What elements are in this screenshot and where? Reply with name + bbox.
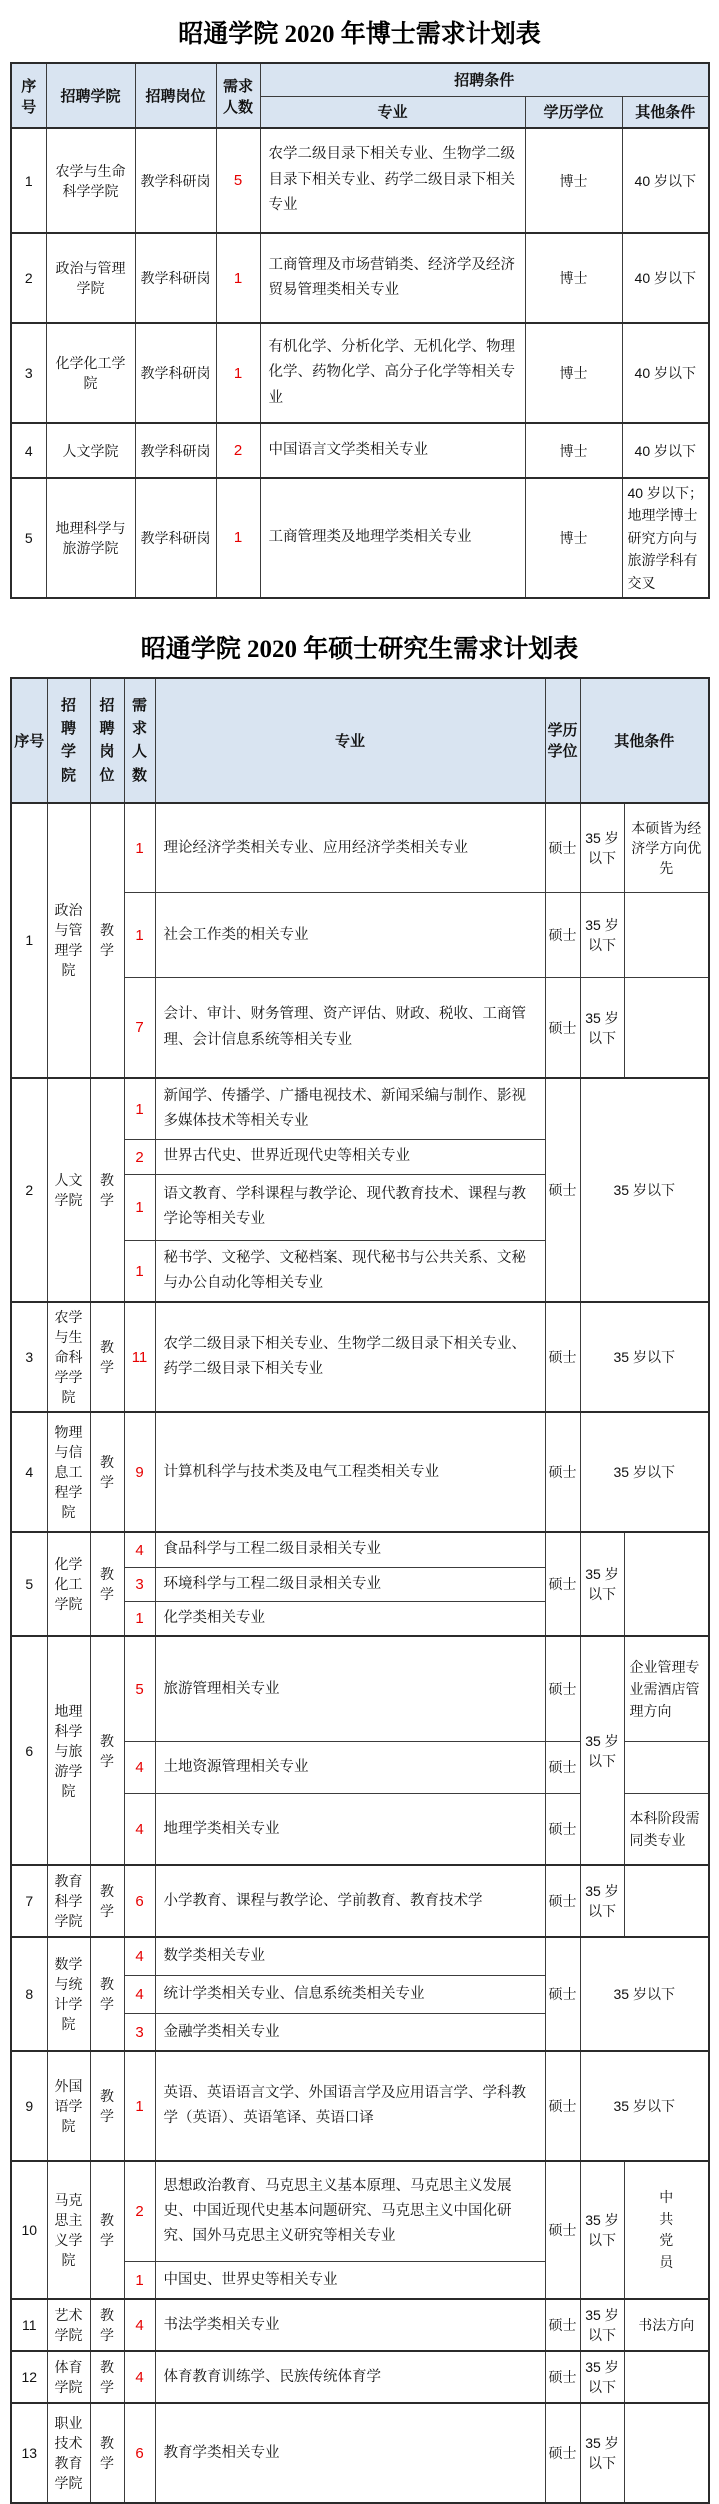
table-row: [11, 478, 709, 598]
col-college: 艺术学院: [47, 2299, 90, 2351]
col-post: 教学: [90, 2051, 124, 2161]
col-demand: 2: [124, 1140, 155, 1174]
header-other: 其他条件: [580, 678, 709, 803]
col-xuhao: 5: [11, 478, 46, 598]
col-degree: 硕士: [545, 1302, 580, 1412]
page-title-master: 昭通学院 2020 年硕士研究生需求计划表: [140, 635, 579, 663]
col-college: 马克思主义学院: [47, 2161, 90, 2299]
doctoral-demand-table: [10, 62, 710, 599]
col-degree: 硕士: [545, 893, 580, 978]
table-row: [11, 803, 709, 893]
col-degree: 博士: [525, 128, 622, 233]
header-post: 招聘岗位: [135, 63, 216, 128]
col-other: 40 岁以下: [622, 128, 709, 233]
col-major: 教育学类相关专业: [155, 2403, 545, 2503]
col-major: 土地资源管理相关专业: [155, 1741, 545, 1793]
col-post: 教学科研岗: [135, 128, 216, 233]
header-post: [90, 678, 124, 803]
col-major: 世界古代史、世界近现代史等相关专业: [155, 1140, 545, 1174]
col-other: 35 岁以下: [580, 1412, 709, 1532]
col-major: 中国史、世界史等相关专业: [155, 2261, 545, 2299]
col-post: 教学科研岗: [135, 478, 216, 598]
col-college: 职业技术教育学院: [47, 2403, 90, 2503]
col-demand: 4: [124, 1532, 155, 1567]
col-demand: 9: [124, 1412, 155, 1532]
col-demand: 1: [216, 233, 260, 323]
col-degree: 硕士: [545, 1078, 580, 1302]
col-xuhao: 12: [11, 2351, 47, 2403]
col-other: 40 岁以下；地理学博士研究方向与旅游学科有交叉: [622, 478, 709, 598]
col-demand: 4: [124, 1741, 155, 1793]
col-major: 统计学类相关专业、信息系统类相关专业: [155, 1975, 545, 2013]
table-row: [11, 323, 709, 423]
header-college: [47, 678, 90, 803]
col-degree: 硕士: [545, 1937, 580, 2051]
table-row: [11, 1412, 709, 1532]
col-degree: 硕士: [545, 978, 580, 1078]
header-conditions: 招聘条件: [260, 63, 709, 96]
table-row: [11, 2351, 709, 2403]
col-demand: 4: [124, 2351, 155, 2403]
col-college: 地理科学与旅游学院: [46, 478, 135, 598]
col-other: 40 岁以下: [622, 323, 709, 423]
col-degree: 硕士: [545, 2403, 580, 2503]
header-major: 专业: [155, 678, 545, 803]
header-demand: [124, 678, 155, 803]
table-row: [11, 128, 709, 233]
col-demand: 4: [124, 2299, 155, 2351]
col-age: 35 岁以下: [580, 978, 624, 1078]
col-demand: 5: [124, 1636, 155, 1741]
col-other: [624, 1865, 709, 1937]
col-college: 体育学院: [47, 2351, 90, 2403]
col-demand: 3: [124, 2013, 155, 2051]
col-college: 外国语学院: [47, 2051, 90, 2161]
col-degree: 硕士: [545, 2351, 580, 2403]
col-age: 35 岁以下: [580, 893, 624, 978]
table-row: [11, 1636, 709, 1741]
header-demand-label: 需求人数: [131, 696, 147, 784]
col-post: 教学: [90, 1078, 124, 1302]
col-college: 农学与生命科学学院: [47, 1302, 90, 1412]
col-post: 教学科研岗: [135, 233, 216, 323]
col-major: 数学类相关专业: [155, 1937, 545, 1975]
col-post: 教学: [90, 2161, 124, 2299]
header-major: 专业: [260, 96, 525, 128]
table-row: [11, 1865, 709, 1937]
col-major: 金融学类相关专业: [155, 2013, 545, 2051]
col-degree: 硕士: [545, 803, 580, 893]
col-other: [624, 1741, 709, 1793]
col-major: 农学二级目录下相关专业、生物学二级目录下相关专业、药学二级目录下相关专业: [155, 1302, 545, 1412]
col-demand: 1: [124, 893, 155, 978]
col-age: 35 岁以下: [580, 1636, 624, 1865]
col-degree: 硕士: [545, 1532, 580, 1636]
col-other: 本科阶段需同类专业: [624, 1793, 709, 1865]
table-row: [11, 2051, 709, 2161]
table-header-row: [11, 678, 709, 803]
col-degree: 博士: [525, 423, 622, 478]
header-demand: 需求人数: [216, 63, 260, 128]
col-post: 教学: [90, 1865, 124, 1937]
col-post: 教学: [90, 1937, 124, 2051]
col-other: [624, 1532, 709, 1636]
col-other: 书法方向: [624, 2299, 709, 2351]
col-xuhao: 7: [11, 1865, 47, 1937]
col-xuhao: 3: [11, 1302, 47, 1412]
table-header-row: [11, 63, 709, 96]
col-demand: 1: [124, 2261, 155, 2299]
col-post: 教学: [90, 2351, 124, 2403]
col-major: 体育教育训练学、民族传统体育学: [155, 2351, 545, 2403]
col-xuhao: 4: [11, 423, 46, 478]
col-major: 有机化学、分析化学、无机化学、物理化学、药物化学、高分子化学等相关专业: [260, 323, 525, 423]
col-xuhao: 1: [11, 128, 46, 233]
party-member-label: 中共党员: [659, 2189, 674, 2271]
col-xuhao: 13: [11, 2403, 47, 2503]
col-major: 工商管理及市场营销类、经济学及经济贸易管理类相关专业: [260, 233, 525, 323]
table-row: [11, 1078, 709, 1140]
col-age: 35 岁以下: [580, 1865, 624, 1937]
col-other: 企业管理专业需酒店管理方向: [624, 1636, 709, 1741]
col-demand: 6: [124, 2403, 155, 2503]
col-major: 语文教育、学科课程与教学论、现代教育技术、课程与教学论等相关专业: [155, 1174, 545, 1240]
col-age: 35 岁以下: [580, 2351, 624, 2403]
col-college: 农学与生命科学学院: [46, 128, 135, 233]
col-demand: 6: [124, 1865, 155, 1937]
header-other: 其他条件: [622, 96, 709, 128]
col-demand: 1: [124, 1602, 155, 1637]
col-demand: 1: [216, 323, 260, 423]
col-other: [624, 978, 709, 1078]
col-xuhao: 3: [11, 323, 46, 423]
col-college: 化学化工学院: [46, 323, 135, 423]
col-post: 教学: [90, 1412, 124, 1532]
col-demand: 2: [124, 2161, 155, 2261]
col-major: 英语、英语语言文学、外国语言学及应用语言学、学科教学（英语）、英语笔译、英语口译: [155, 2051, 545, 2161]
col-demand: 4: [124, 1937, 155, 1975]
col-xuhao: 11: [11, 2299, 47, 2351]
col-age: 35 岁以下: [580, 2161, 624, 2299]
col-demand: 2: [216, 423, 260, 478]
header-college: 招聘学院: [46, 63, 135, 128]
col-post: 教学: [90, 1532, 124, 1636]
header-college-label: 招聘学院: [60, 696, 76, 784]
col-major: 化学类相关专业: [155, 1602, 545, 1637]
col-major: 农学二级目录下相关专业、生物学二级目录下相关专业、药学二级目录下相关专业: [260, 128, 525, 233]
col-major: 小学教育、课程与教学论、学前教育、教育技术学: [155, 1865, 545, 1937]
col-major: 书法学类相关专业: [155, 2299, 545, 2351]
col-post: 教学: [90, 2403, 124, 2503]
col-college: 地理科学与旅游学院: [47, 1636, 90, 1865]
col-degree: 博士: [525, 323, 622, 423]
col-post: 教学科研岗: [135, 423, 216, 478]
col-age: 35 岁以下: [580, 1532, 624, 1636]
col-xuhao: 5: [11, 1532, 47, 1636]
col-xuhao: 2: [11, 233, 46, 323]
table-row: [11, 233, 709, 323]
col-other: 40 岁以下: [622, 233, 709, 323]
col-other: [624, 893, 709, 978]
col-age: 35 岁以下: [580, 2403, 624, 2503]
col-post: 教学: [90, 2299, 124, 2351]
col-major: 旅游管理相关专业: [155, 1636, 545, 1741]
col-other: 35 岁以下: [580, 1302, 709, 1412]
col-demand: 11: [124, 1302, 155, 1412]
table-row: [11, 1937, 709, 1975]
col-xuhao: 4: [11, 1412, 47, 1532]
col-demand: 1: [124, 1240, 155, 1302]
col-degree: 硕士: [545, 1865, 580, 1937]
col-major: 环境科学与工程二级目录相关专业: [155, 1567, 545, 1601]
col-degree: 硕士: [545, 1412, 580, 1532]
col-degree: 硕士: [545, 2051, 580, 2161]
col-other: [624, 2161, 709, 2299]
header-degree: 学历学位: [525, 96, 622, 128]
header-post-label: 招聘岗位: [99, 696, 115, 784]
col-age: 35 岁以下: [580, 803, 624, 893]
col-demand: 4: [124, 1975, 155, 2013]
table-row: [11, 2403, 709, 2503]
col-major: 思想政治教育、马克思主义基本原理、马克思主义发展史、中国近现代史基本问题研究、马克思主义中国化研究、国外马克思主义研究等相关专业: [155, 2161, 545, 2261]
col-demand: 1: [124, 1078, 155, 1140]
col-college: 化学化工学院: [47, 1532, 90, 1636]
col-college: 物理与信息工程学院: [47, 1412, 90, 1532]
col-degree: 硕士: [545, 1741, 580, 1793]
col-major: 计算机科学与技术类及电气工程类相关专业: [155, 1412, 545, 1532]
col-post: 教学: [90, 1636, 124, 1865]
col-post: 教学: [90, 1302, 124, 1412]
col-college: 政治与管理学院: [46, 233, 135, 323]
table-row: [11, 2161, 709, 2261]
col-demand: 1: [124, 2051, 155, 2161]
col-college: 数学与统计学院: [47, 1937, 90, 2051]
col-other: 本硕皆为经济学方向优先: [624, 803, 709, 893]
col-xuhao: 2: [11, 1078, 47, 1302]
header-xuhao: 序号: [11, 63, 46, 128]
col-college: 政治与管理学院: [47, 803, 90, 1078]
col-major: 理论经济学类相关专业、应用经济学类相关专业: [155, 803, 545, 893]
col-college: 人文学院: [47, 1078, 90, 1302]
master-demand-table: [10, 677, 710, 2504]
col-other: 35 岁以下: [580, 2051, 709, 2161]
header-degree: 学历学位: [545, 678, 580, 803]
col-other: 35 岁以下: [580, 1078, 709, 1302]
table-row: [11, 1302, 709, 1412]
col-demand: 4: [124, 1793, 155, 1865]
col-demand: 1: [216, 478, 260, 598]
col-xuhao: 6: [11, 1636, 47, 1865]
col-demand: 1: [124, 803, 155, 893]
table-row: [11, 423, 709, 478]
col-demand: 3: [124, 1567, 155, 1601]
col-college: 人文学院: [46, 423, 135, 478]
col-other: 35 岁以下: [580, 1937, 709, 2051]
col-major: 食品科学与工程二级目录相关专业: [155, 1532, 545, 1567]
col-xuhao: 9: [11, 2051, 47, 2161]
col-demand: 7: [124, 978, 155, 1078]
col-major: 工商管理类及地理学类相关专业: [260, 478, 525, 598]
col-xuhao: 1: [11, 803, 47, 1078]
col-degree: 硕士: [545, 2161, 580, 2299]
col-degree: 博士: [525, 233, 622, 323]
col-major: 社会工作类的相关专业: [155, 893, 545, 978]
col-post: 教学: [90, 803, 124, 1078]
col-xuhao: 10: [11, 2161, 47, 2299]
col-post: 教学科研岗: [135, 323, 216, 423]
col-college: 教育科学学院: [47, 1865, 90, 1937]
col-major: 新闻学、传播学、广播电视技术、新闻采编与制作、影视多媒体技术等相关专业: [155, 1078, 545, 1140]
col-major: 会计、审计、财务管理、资产评估、财政、税收、工商管理、会计信息系统等相关专业: [155, 978, 545, 1078]
table-row: [11, 2299, 709, 2351]
col-degree: 硕士: [545, 1793, 580, 1865]
col-degree: 硕士: [545, 2299, 580, 2351]
col-other: [624, 2403, 709, 2503]
header-xuhao: 序号: [11, 678, 47, 803]
col-degree: 博士: [525, 478, 622, 598]
col-xuhao: 8: [11, 1937, 47, 2051]
page-title-doctoral: 昭通学院 2020 年博士需求计划表: [178, 21, 541, 48]
col-degree: 硕士: [545, 1636, 580, 1741]
col-age: 35 岁以下: [580, 2299, 624, 2351]
col-major: 地理学类相关专业: [155, 1793, 545, 1865]
col-major: 中国语言文学类相关专业: [260, 423, 525, 478]
col-major: 秘书学、文秘学、文秘档案、现代秘书与公共关系、文秘与办公自动化等相关专业: [155, 1240, 545, 1302]
table-row: [11, 1532, 709, 1567]
col-demand: 1: [124, 1174, 155, 1240]
col-other: [624, 2351, 709, 2403]
col-demand: 5: [216, 128, 260, 233]
col-other: 40 岁以下: [622, 423, 709, 478]
